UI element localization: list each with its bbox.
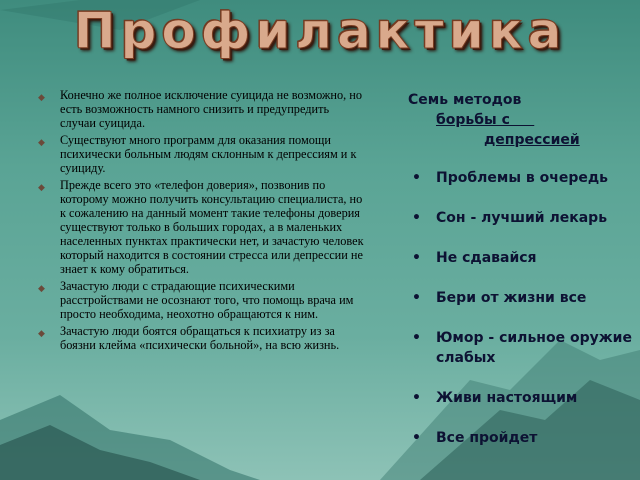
list-item xyxy=(38,133,368,175)
list-item xyxy=(38,324,368,352)
list-item xyxy=(38,178,368,276)
right-methods-column xyxy=(408,90,636,468)
bullet-icon: ◆ xyxy=(38,92,45,102)
bullet-icon: • xyxy=(412,290,421,306)
methods-heading-line1: Семь методов xyxy=(408,92,522,108)
bullet-icon: • xyxy=(412,210,421,226)
methods-heading xyxy=(408,90,636,150)
method-item-text: Бери от жизни все xyxy=(436,290,587,306)
method-item-text: Живи настоящим xyxy=(436,390,578,406)
bullet-icon: ◆ xyxy=(38,328,45,338)
method-item xyxy=(408,248,636,268)
bullet-icon: ◆ xyxy=(38,283,45,293)
list-item xyxy=(38,279,368,321)
method-item-text: Все пройдет xyxy=(436,430,538,446)
left-text-column xyxy=(38,88,368,355)
method-item xyxy=(408,168,636,188)
method-item xyxy=(408,388,636,408)
list-item-text: Прежде всего это «телефон доверия», позвонив по которому можно получить консультацию специалиста, но к сожалению на данный момент такие телефоны доверия существуют только в больших городах, а в маленьких населенных пунктах практически нет, и зачастую человек который находится в состоянии стресса или депрессии не знает к кому обратиться. xyxy=(60,178,364,276)
bullet-icon: ◆ xyxy=(38,137,45,147)
bullet-icon: • xyxy=(412,250,421,266)
slide-title: Профилактика xyxy=(73,2,567,60)
method-item-text: Юмор - сильное оружие слабых xyxy=(436,330,632,366)
method-item-text: Не сдавайся xyxy=(436,250,537,266)
list-item xyxy=(38,88,368,130)
method-item xyxy=(408,428,636,448)
bullet-icon: • xyxy=(412,390,421,406)
method-item xyxy=(408,208,636,228)
bullet-icon: • xyxy=(412,330,421,346)
method-item-text: Проблемы в очередь xyxy=(436,170,608,186)
method-item-text: Сон - лучший лекарь xyxy=(436,210,608,226)
method-item xyxy=(408,288,636,308)
bullet-icon: ◆ xyxy=(38,182,45,192)
list-item-text: Конечно же полное исключение суицида не возможно, но есть возможность намного снизить и предупредить случаи суицида. xyxy=(60,88,363,130)
list-item-text: Существуют много программ для оказания помощи психически больным людям склонным к депрессиям и к суициду. xyxy=(60,133,357,175)
methods-heading-line2: борьбы с xyxy=(436,112,535,128)
methods-heading-line3: депрессией xyxy=(484,132,580,148)
list-item-text: Зачастую люди с страдающие психическими расстройствами не осознают того, что помощь врача им просто необходима, неохотно обращаются к ним. xyxy=(60,279,354,321)
bullet-icon: • xyxy=(412,170,421,186)
list-item-text: Зачастую люди боятся обращаться к психиатру из за боязни клейма «психически больной», на всю жизнь. xyxy=(60,324,340,352)
method-item xyxy=(408,328,636,368)
bullet-icon: • xyxy=(412,430,421,446)
